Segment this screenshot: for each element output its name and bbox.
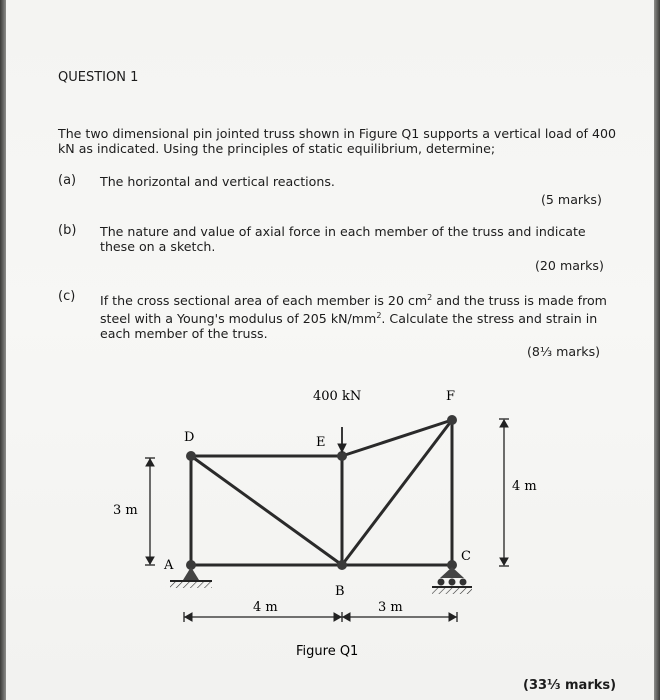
span-left-label: 4 m	[253, 600, 278, 615]
member-BF	[342, 420, 452, 565]
node-label-C: C	[461, 549, 471, 564]
total-marks: (33⅓ marks)	[523, 678, 617, 693]
part-b-text: The nature and value of axial force in each member of the truss and indicate these on a sketch.	[100, 224, 586, 254]
question-heading: QUESTION 1	[58, 70, 139, 85]
span-right-label: 3 m	[378, 600, 403, 615]
joint-B	[337, 560, 347, 570]
dimension-left-height	[145, 458, 155, 565]
dimension-span	[184, 612, 457, 622]
part-c-text-mid: and the truss is made from steel with a Young's modulus of 205 kN/mm	[100, 293, 607, 327]
joint-D	[186, 451, 196, 461]
part-b-label: (b)	[58, 223, 77, 238]
part-a-label: (a)	[58, 173, 77, 188]
right-height-label: 4 m	[512, 479, 537, 494]
node-label-D: D	[184, 430, 195, 445]
part-a-text: The horizontal and vertical reactions.	[100, 174, 335, 189]
node-label-F: F	[446, 389, 456, 404]
part-c-text-after: . Calculate the stress and strain in each member of the truss.	[100, 311, 598, 342]
part-c-text-before: If the cross sectional area of each member is 20 cm	[100, 293, 428, 309]
part-a-marks: (5 marks)	[541, 192, 602, 207]
joint-F	[447, 415, 457, 425]
part-c-label: (c)	[58, 289, 76, 304]
load-arrow	[338, 427, 346, 452]
roller-support-C	[432, 567, 472, 594]
question-intro: The two dimensional pin jointed truss shown in Figure Q1 supports a vertical load of 400 kN as indicated. Using the principles of static equilibrium, determine;	[58, 126, 616, 156]
part-c-sup-1: 2	[427, 293, 433, 302]
node-label-B: B	[335, 584, 345, 599]
part-c-marks: (8⅓ marks)	[527, 344, 601, 359]
node-label-E: E	[316, 435, 326, 450]
load-label: 400 kN	[313, 389, 362, 404]
member-DB	[191, 456, 342, 565]
left-height-label: 3 m	[113, 503, 138, 518]
node-label-A: A	[164, 558, 174, 573]
part-c-sup-2: 2	[376, 311, 382, 321]
member-EF	[342, 420, 452, 456]
pin-support-A	[170, 567, 212, 588]
part-b-marks: (20 marks)	[535, 258, 604, 273]
figure-caption: Figure Q1	[296, 644, 359, 659]
dimension-right-height	[499, 419, 509, 566]
